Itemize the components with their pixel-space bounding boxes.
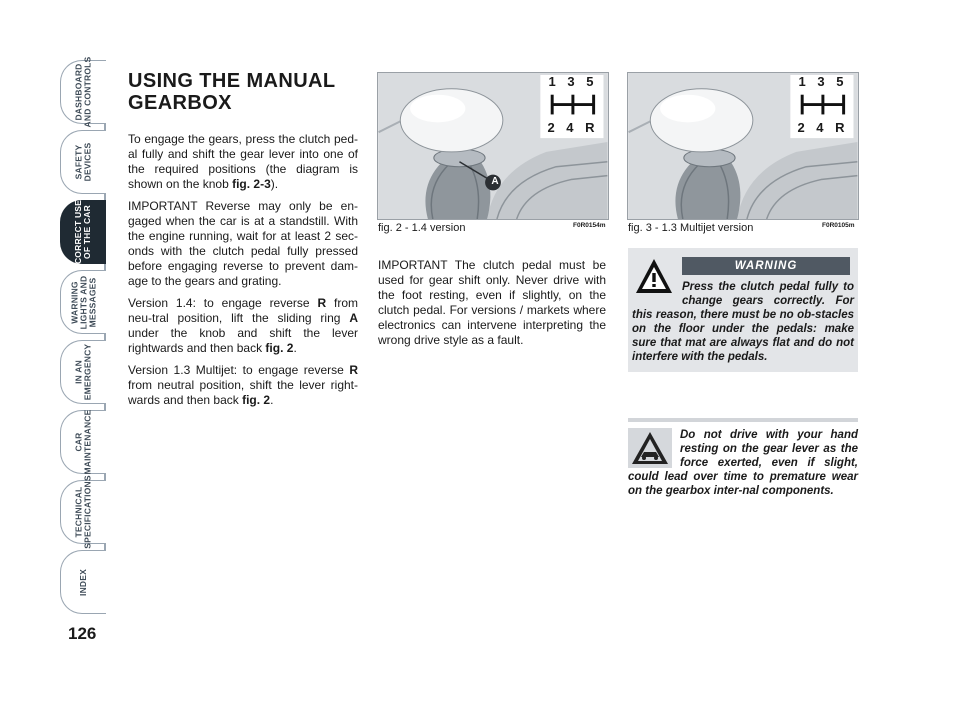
warning-text: Press the clutch pedal fully to change gears correctly. For this reason, there must be no ob-stacles on the floor under the pedals: make sure that mat are always flat and do not interfere with the pedals. (632, 281, 854, 363)
tab-label: WARNING LIGHTS AND MESSAGES (69, 275, 98, 329)
figure-reference[interactable]: fig. 2 (265, 341, 294, 355)
tab-correct-use-of-the-car[interactable] (60, 200, 106, 264)
tab-car-maintenance[interactable] (60, 410, 106, 474)
gear-pattern-bottom: 2 4 R (547, 120, 599, 135)
clutch-note-column (378, 258, 606, 355)
gear-pattern-bottom: 2 4 R (797, 120, 849, 135)
tab-label: DASHBOARD AND CONTROLS (73, 56, 93, 128)
tab-safety-devices[interactable] (60, 130, 106, 194)
tab-label: INDEX (77, 568, 88, 596)
main-text-column (128, 70, 358, 415)
tab-label: CAR MAINTENANCE (73, 409, 93, 475)
tab-warning-lights-and-messages[interactable] (60, 270, 106, 334)
callout-a-label: A (491, 176, 499, 187)
warning-header: WARNING (682, 257, 850, 275)
gear-knob-illustration (378, 73, 608, 219)
gear-pattern-top: 1 3 5 (548, 74, 598, 89)
figure-2-gear-knob (377, 72, 609, 220)
page-title: USING THE MANUAL GEARBOX (128, 70, 336, 114)
tab-label: SAFETY DEVICES (73, 142, 93, 182)
clutch-important-paragraph: IMPORTANT The clutch pedal must be used for gear shift only. Never drive with the foot resting, even if slightly, on the clutch pedal. For versions / markets where electronics can intervene interpreting the wrong drive style as a fault. (378, 258, 606, 347)
tab-label: TECHNICAL SPECIFICATIONS (73, 475, 93, 549)
figure-3-code: F0R0105m (822, 222, 855, 229)
tab-dashboard-and-controls[interactable] (60, 56, 106, 128)
car-caution-icon (628, 428, 672, 468)
gear-knob-illustration (628, 73, 858, 219)
page-number: 126 (68, 624, 97, 643)
figure-2-code: F0R0154m (573, 222, 606, 229)
reverse-important-paragraph: IMPORTANT Reverse may only be en-gaged when the car is at a standstill. With the engine running, wait for at least 2 sec-onds with the clutch pedal fully pressed before engaging reverse to prevent dam-age to the gears and grating. (128, 199, 358, 288)
tab-in-an-emergency[interactable] (60, 340, 106, 404)
figure-reference[interactable]: fig. 2-3 (232, 177, 271, 191)
caution-note (628, 428, 858, 498)
version-14-paragraph: Version 1.4: to engage reverse R from neu-tral position, lift the sliding ring A under the knob and shift the lever rightwards and then back fig. 2. (128, 296, 358, 355)
tab-label: CORRECT USE OF THE CAR (73, 199, 93, 265)
figure-3-caption: fig. 3 - 1.3 Multijet version (628, 222, 754, 234)
warning-box (628, 248, 858, 372)
figure-3-gear-knob (627, 72, 859, 220)
tab-index[interactable] (60, 550, 106, 614)
figure-2-caption: fig. 2 - 1.4 version (378, 222, 466, 234)
tab-technical-specifications[interactable] (60, 475, 106, 549)
version-multijet-paragraph: Version 1.3 Multijet: to engage reverse R from neutral position, shift the lever right-wards and then back fig. 2. (128, 363, 358, 407)
caution-text: Do not drive with your hand resting on the gear lever as the force exerted, even if slight, could lead over time to premature wear on the gearbox inter-nal components. (628, 429, 858, 497)
figure-reference[interactable]: fig. 2 (242, 393, 271, 407)
gear-pattern-top: 1 3 5 (798, 74, 848, 89)
intro-paragraph: To engage the gears, press the clutch ped-al fully and shift the gear lever into one of the required positions (the diagram is shown on the knob fig. 2-3). (128, 132, 358, 191)
caution-divider (628, 418, 858, 422)
tab-label: IN AN EMERGENCY (73, 343, 93, 401)
